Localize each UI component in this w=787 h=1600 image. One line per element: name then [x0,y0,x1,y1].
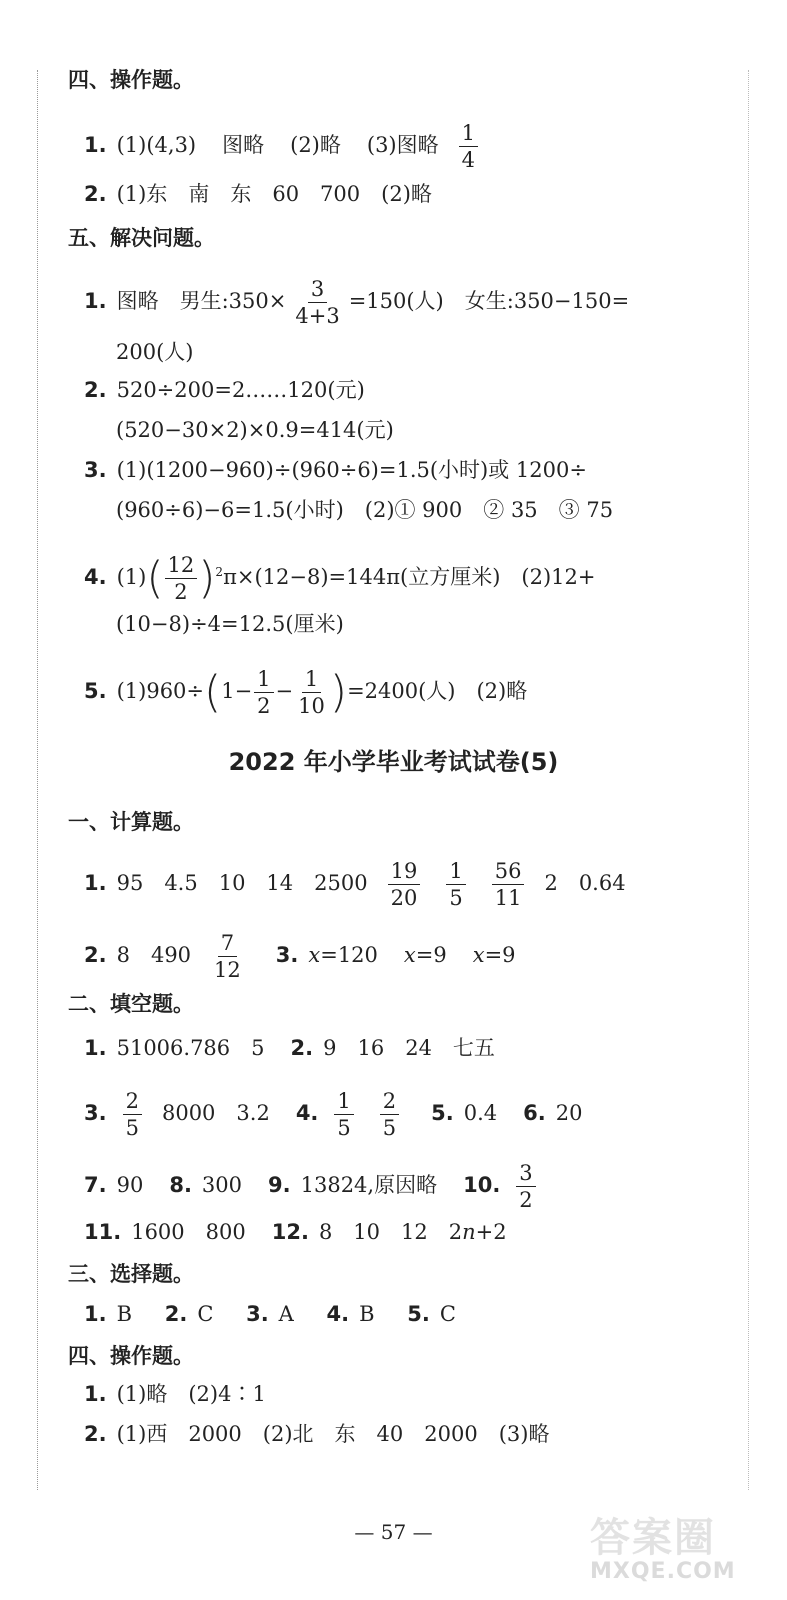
right-margin-line [748,70,749,1490]
answer-line: 5. (1)960÷(1− $\frac{1}{2}$ − $\frac{1}{10}$ )=2400(人) (2)略 [84,666,528,719]
answer-line: 1. 51006.786 5 2. 9 16 24 七五 [84,1036,495,1060]
answer-line: 4. (1)( $\frac{12}{2}$ )$^2$π×(12−8)=144π(立方厘米) (2)12+ [84,552,596,605]
section-heading: 二、填空题。 [68,992,194,1016]
fraction: $\frac{3}{2}$ [516,1162,535,1211]
section-heading: 四、操作题。 [68,68,194,92]
section-heading: 三、选择题。 [68,1262,194,1286]
fraction: $\frac{1}{2}$ [254,668,273,717]
answer-line: 11. 1600 800 12. 8 10 12 2n+2 [84,1220,507,1244]
answer-line: 1. 图略 男生:350× $\frac{3}{4+3}$ =150(人) 女生:350−150= [84,277,630,329]
fraction: $\frac{3}{4+3}$ [295,277,340,329]
fraction: $\frac{19}{20}$ [388,860,421,909]
section-heading: 四、操作题。 [68,1344,194,1368]
fraction: $\frac{12}{2}$ [165,554,198,603]
answer-line: (960÷6)−6=1.5(小时) (2)① 900 ② 35 ③ 75 [116,498,614,522]
left-margin-line [37,70,38,1490]
answer-line: 3. $\frac{2}{5}$ 8000 3.2 4. $\frac{1}{5}$ $\frac{2}{5}$ 5. 0.4 6. 20 [84,1089,583,1141]
answer-line: (520−30×2)×0.9=414(元) [116,418,394,442]
fraction: $\frac{1}{5}$ [446,860,465,909]
fraction: $\frac{2}{5}$ [380,1090,399,1139]
answer-line: 1. (1)(4,3) 图略 (2)略 (3)图略 $\frac{1}{4}$ [84,122,484,171]
answer-line: 1. (1)略 (2)4∶1 [84,1382,266,1406]
fraction: $\frac{1}{5}$ [334,1090,353,1139]
answer-line: 1. B 2. C 3. A 4. B 5. C [84,1302,456,1326]
answer-line: 1. 95 4.5 10 14 2500 $\frac{19}{20}$ $\frac{1}{5}$ $\frac{56}{11}$ 2 0.64 [84,859,626,911]
section-heading: 一、计算题。 [68,810,194,834]
answer-line: 2. 520÷200=2……120(元) [84,378,365,402]
answer-line: (10−8)÷4=12.5(厘米) [116,612,344,636]
fraction: $\frac{2}{5}$ [123,1090,142,1139]
fraction: $\frac{1}{4}$ [459,122,478,171]
answer-line: 200(人) [116,340,194,364]
answer-line: 7. 90 8. 300 9. 13824,原因略 10. $\frac{3}{2}$ [84,1162,542,1211]
watermark-logo: 答案圈 MXQE.COM [590,1515,736,1584]
paper-title: 2022 年小学毕业考试试卷(5) [228,748,559,776]
fraction: $\frac{1}{10}$ [298,667,325,719]
section-heading: 五、解决问题。 [68,226,215,250]
fraction: $\frac{56}{11}$ [492,860,525,909]
fraction: $\frac{7}{12}$ [214,931,241,983]
answer-line: 2. 8 490 $\frac{7}{12}$ 3. x=120 x=9 x=9 [84,931,516,983]
answer-line: 2. (1)东 南 东 60 700 (2)略 [84,182,432,206]
answer-line: 2. (1)西 2000 (2)北 东 40 2000 (3)略 [84,1422,550,1446]
answer-line: 3. (1)(1200−960)÷(960÷6)=1.5(小时)或 1200÷ [84,458,587,482]
page-number: — 57 — [354,1520,433,1544]
